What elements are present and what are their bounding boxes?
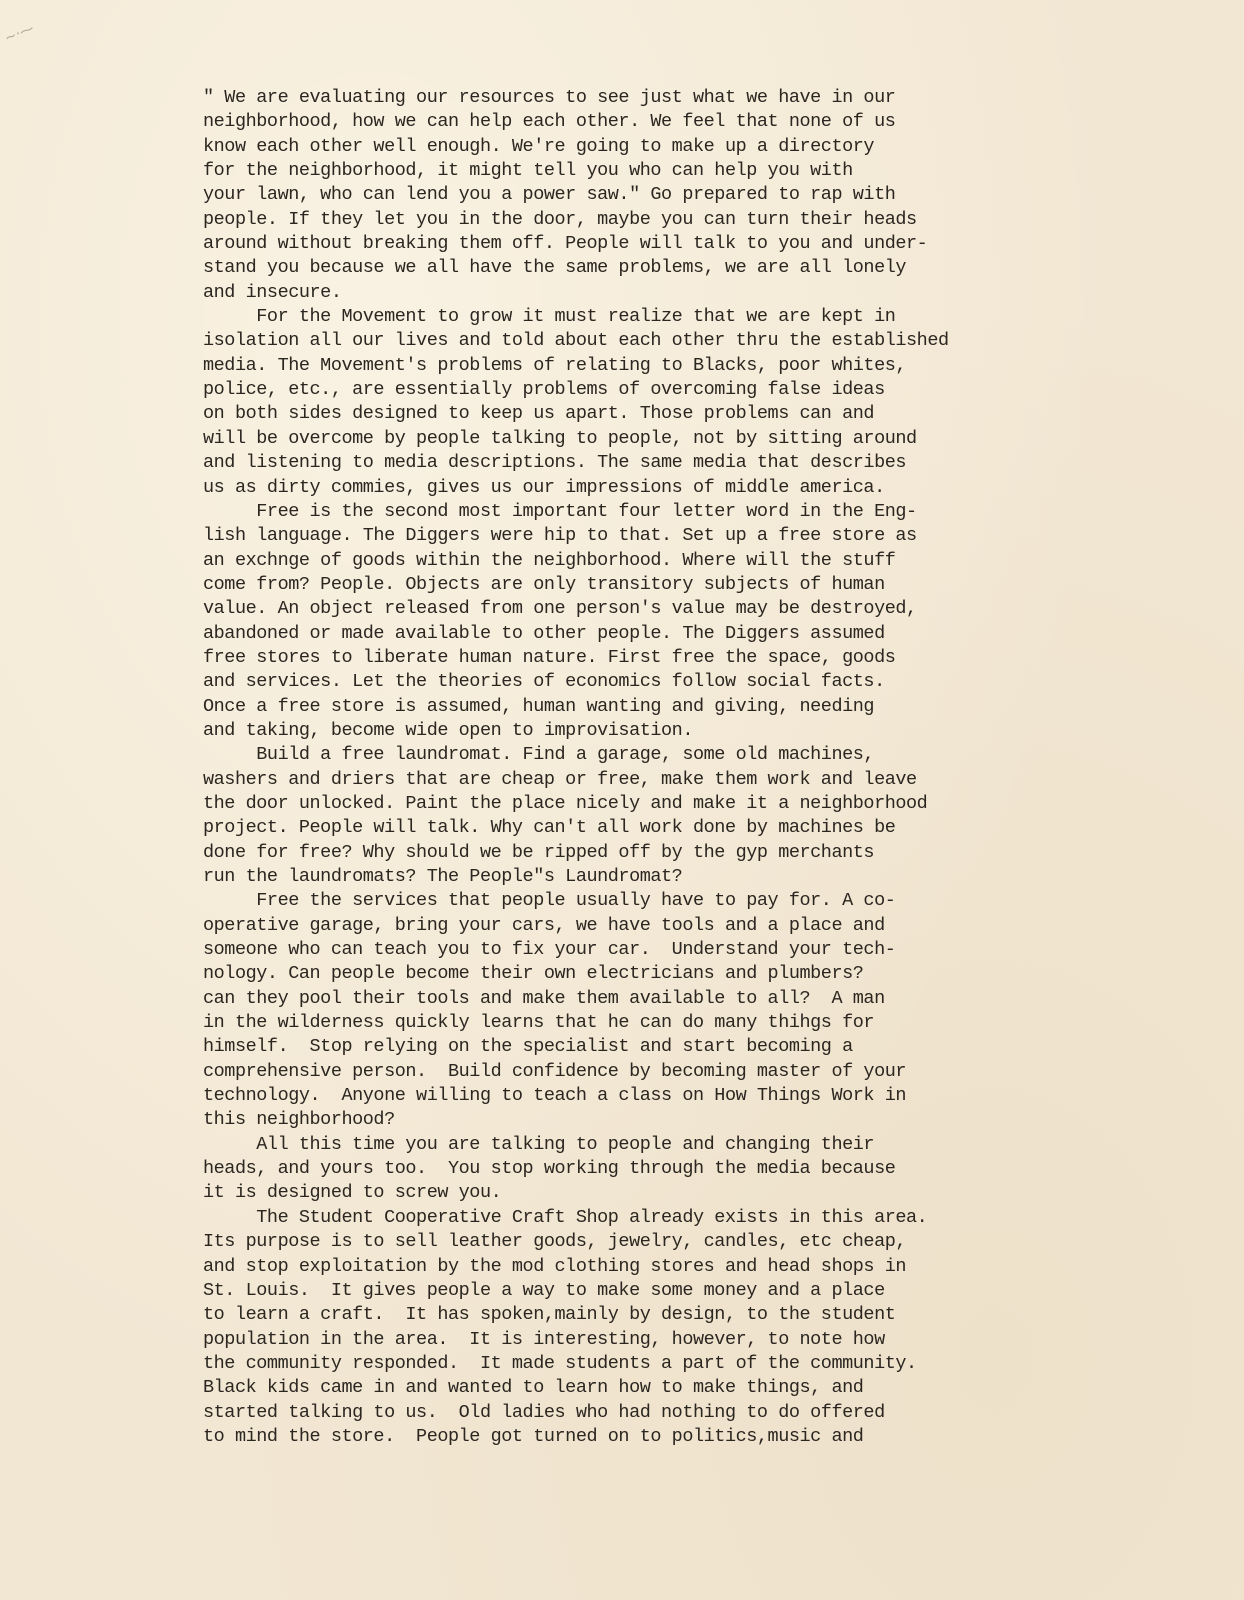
text-line: to mind the store. People got turned on to politics,music and (203, 1425, 864, 1447)
text-line: and insecure. (203, 281, 342, 303)
text-line: Its purpose is to sell leather goods, jewelry, candles, etc cheap, (203, 1231, 907, 1253)
text-line: operative garage, bring your cars, we have tools and a place and (203, 914, 885, 936)
corner-pencil-mark: ∼·⁓ (2, 20, 37, 47)
text-line: the door unlocked. Paint the place nicely and make it a neighborhood (203, 792, 928, 814)
text-line: and listening to media descriptions. The same media that describes (203, 452, 907, 474)
text-line: come from? People. Objects are only transitory subjects of human (203, 573, 885, 595)
text-line: St. Louis. It gives people a way to make some money and a place (203, 1279, 885, 1301)
text-line: and services. Let the theories of economics follow social facts. (203, 671, 885, 693)
text-line: " We are evaluating our resources to see just what we have in our (203, 87, 896, 108)
text-line: abandoned or made available to other people. The Diggers assumed (203, 622, 885, 644)
text-line: know each other well enough. We're going to make up a directory (203, 135, 875, 157)
text-line: free stores to liberate human nature. First free the space, goods (203, 646, 896, 668)
text-line: media. The Movement's problems of relating to Blacks, poor whites, (203, 354, 907, 376)
text-line: someone who can teach you to fix your car. Understand your tech- (203, 939, 896, 961)
text-line: can they pool their tools and make them available to all? A man (203, 987, 885, 1009)
text-line: The Student Cooperative Craft Shop already exists in this area. (203, 1206, 928, 1228)
text-line: it is designed to screw you. (203, 1182, 502, 1204)
text-line: and taking, become wide open to improvisation. (203, 719, 693, 741)
text-line: police, etc., are essentially problems of overcoming false ideas (203, 379, 885, 401)
text-line: for the neighborhood, it might tell you who can help you with (203, 160, 853, 182)
text-line: isolation all our lives and told about each other thru the established (203, 330, 949, 352)
text-line: Free the services that people usually have to pay for. A co- (203, 890, 896, 912)
text-line: comprehensive person. Build confidence by becoming master of your (203, 1060, 907, 1082)
text-line: done for free? Why should we be ripped off by the gyp merchants (203, 841, 875, 863)
text-line: to learn a craft. It has spoken,mainly by design, to the student (203, 1304, 896, 1326)
text-line: All this time you are talking to people and changing their (203, 1133, 875, 1155)
text-line: started talking to us. Old ladies who had nothing to do offered (203, 1401, 885, 1423)
text-line: us as dirty commies, gives us our impressions of middle america. (203, 476, 885, 498)
text-line: stand you because we all have the same problems, we are all lonely (203, 257, 907, 279)
text-line: Black kids came in and wanted to learn how to make things, and (203, 1377, 864, 1399)
text-line: lish language. The Diggers were hip to that. Set up a free store as (203, 525, 917, 547)
text-line: Once a free store is assumed, human wanting and giving, needing (203, 695, 875, 717)
body-text (203, 86, 1103, 1449)
text-line: around without breaking them off. People will talk to you and under- (203, 233, 928, 255)
text-line: project. People will talk. Why can't all work done by machines be (203, 817, 896, 839)
text-line: himself. Stop relying on the specialist and start becoming a (203, 1036, 853, 1058)
text-line: population in the area. It is interesting, however, to note how (203, 1328, 885, 1350)
text-line: neighborhood, how we can help each other. We feel that none of us (203, 111, 896, 133)
text-line: heads, and yours too. You stop working through the media because (203, 1158, 896, 1180)
text-line: people. If they let you in the door, maybe you can turn their heads (203, 208, 917, 230)
text-line: washers and driers that are cheap or free, make them work and leave (203, 768, 917, 790)
text-line: your lawn, who can lend you a power saw." Go prepared to rap with (203, 184, 896, 206)
text-line: technology. Anyone willing to teach a class on How Things Work in (203, 1085, 907, 1107)
text-line: Build a free laundromat. Find a garage, some old machines, (203, 744, 875, 766)
text-line: nology. Can people become their own electricians and plumbers? (203, 963, 864, 985)
text-line: Free is the second most important four letter word in the Eng- (203, 500, 917, 522)
text-line: For the Movement to grow it must realize that we are kept in (203, 306, 896, 328)
text-line: and stop exploitation by the mod clothing stores and head shops in (203, 1255, 907, 1277)
text-line: will be overcome by people talking to people, not by sitting around (203, 427, 917, 449)
text-line: the community responded. It made students a part of the community. (203, 1352, 917, 1374)
text-line: an exchnge of goods within the neighborhood. Where will the stuff (203, 549, 896, 571)
text-line: run the laundromats? The People"s Laundromat? (203, 866, 683, 887)
text-line: this neighborhood? (203, 1109, 395, 1131)
text-line: in the wilderness quickly learns that he can do many thihgs for (203, 1012, 875, 1034)
text-line: value. An object released from one person's value may be destroyed, (203, 598, 917, 620)
text-line: on both sides designed to keep us apart. Those problems can and (203, 403, 875, 425)
